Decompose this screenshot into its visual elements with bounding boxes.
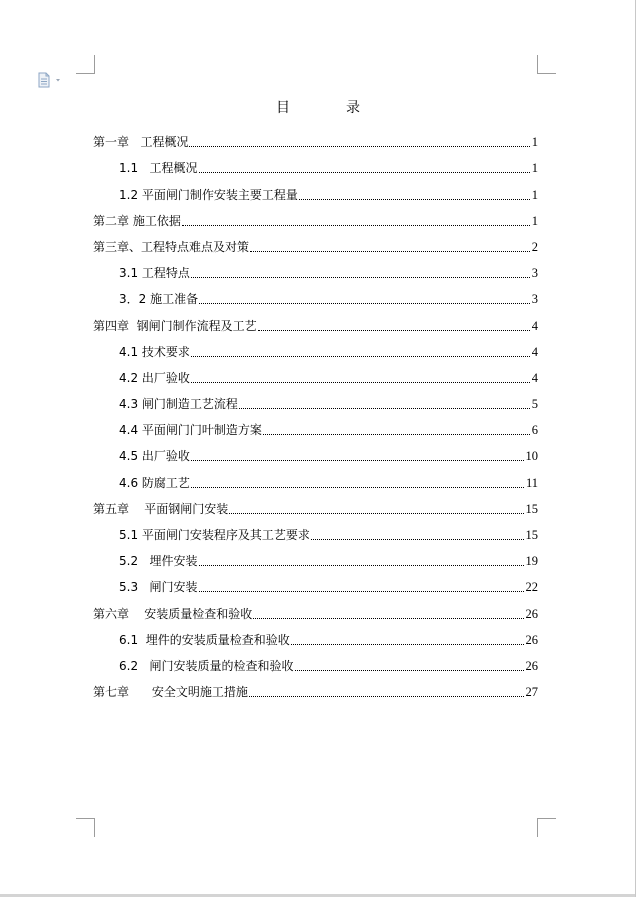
toc-dot-leader xyxy=(299,198,530,200)
toc-entry[interactable] xyxy=(93,281,538,307)
toc-page-number: 19 xyxy=(525,554,538,569)
toc-dot-leader xyxy=(295,669,524,671)
toc-entry-text: 5.1 平面闸门安装程序及其工艺要求 xyxy=(119,528,310,542)
toc-dot-leader xyxy=(182,224,530,226)
toc-page-number: 6 xyxy=(531,423,538,438)
toc-title-part1: 目 xyxy=(276,100,290,116)
toc-dot-leader xyxy=(250,250,530,252)
toc-entry[interactable] xyxy=(93,124,538,150)
toc-dot-leader xyxy=(191,459,524,461)
toc-entry[interactable] xyxy=(93,569,538,595)
toc-dot-leader xyxy=(291,643,524,645)
toc-page-number: 4 xyxy=(531,318,538,333)
toc-entry-text: 4.2 出厂验收 xyxy=(119,370,190,385)
toc-entry[interactable] xyxy=(93,622,538,648)
toc-entry[interactable] xyxy=(93,360,538,386)
toc-page-number: 3 xyxy=(531,292,538,307)
toc-page-number: 26 xyxy=(525,658,538,673)
toc-page-number: 3 xyxy=(531,266,538,281)
toc-entry[interactable] xyxy=(93,543,538,569)
toc-page-number: 15 xyxy=(525,528,538,542)
toc-entry[interactable] xyxy=(93,386,538,412)
toc-dot-leader xyxy=(199,302,530,304)
toc-entry[interactable] xyxy=(93,255,538,281)
toc-dot-leader xyxy=(191,276,530,278)
toc-entry-text: 1.1 工程概况 xyxy=(119,161,198,176)
document-icon xyxy=(37,72,61,88)
toc-entry-text: 第一章 工程概况 xyxy=(93,135,189,150)
toc-page-number: 1 xyxy=(531,135,538,150)
toc-entry-text: 第五章 平面钢闸门安装 xyxy=(93,501,229,516)
toc-entry-text: 4.4 平面闸门门叶制造方案 xyxy=(119,423,262,438)
toc-dot-leader xyxy=(258,329,530,331)
toc-entry[interactable] xyxy=(93,334,538,360)
toc-dot-leader xyxy=(263,433,530,435)
toc-entry-text: 6.1 埋件的安装质量检查和验收 xyxy=(119,632,290,647)
document-options-icon[interactable] xyxy=(37,72,61,88)
toc-dot-leader xyxy=(189,145,529,147)
table-of-contents xyxy=(93,124,538,700)
toc-entry-text: 4.6 防腐工艺 xyxy=(119,475,190,490)
toc-page-number: 26 xyxy=(525,606,538,621)
toc-dot-leader xyxy=(199,171,530,173)
toc-page-number: 11 xyxy=(525,475,538,490)
toc-page-number: 1 xyxy=(531,213,538,228)
toc-entry[interactable] xyxy=(93,438,538,464)
toc-entry[interactable] xyxy=(93,229,538,255)
toc-entry-text: 5.2 埋件安装 xyxy=(119,554,198,569)
margin-corner-bottom-right xyxy=(537,818,556,837)
margin-corner-bottom-left xyxy=(76,818,95,837)
toc-entry[interactable] xyxy=(93,595,538,621)
toc-entry-text: 4.5 出厂验收 xyxy=(119,449,190,464)
toc-page-number: 15 xyxy=(525,501,538,516)
toc-dot-leader xyxy=(191,381,530,383)
toc-entry-text: 6.2 闸门安装质量的检查和验收 xyxy=(119,658,294,673)
toc-dot-leader xyxy=(191,486,524,488)
toc-title xyxy=(0,97,636,117)
toc-entry[interactable] xyxy=(93,412,538,438)
toc-entry-text: 4.1 技术要求 xyxy=(119,344,190,359)
toc-entry[interactable] xyxy=(93,464,538,490)
toc-page-number: 10 xyxy=(525,449,538,464)
margin-corner-top-right xyxy=(537,55,556,74)
toc-entry[interactable] xyxy=(93,674,538,700)
toc-entry-text: 4.3 闸门制造工艺流程 xyxy=(119,397,238,412)
toc-entry[interactable] xyxy=(93,517,538,543)
toc-entry[interactable] xyxy=(93,307,538,333)
toc-entry-text: 第六章 安装质量检查和验收 xyxy=(93,606,253,621)
margin-corner-top-left xyxy=(76,55,95,74)
toc-page-number: 1 xyxy=(531,161,538,176)
toc-title-part2: 录 xyxy=(346,100,360,116)
toc-dot-leader xyxy=(199,564,524,566)
toc-dot-leader xyxy=(253,617,523,619)
toc-entry-text: 3.1 工程特点 xyxy=(119,266,190,281)
toc-entry-text: 第四章 钢闸门制作流程及工艺 xyxy=(93,318,257,333)
toc-page-number: 26 xyxy=(525,632,538,647)
toc-entry-text: 第二章 施工依据 xyxy=(93,213,181,228)
toc-page-number: 22 xyxy=(525,580,538,595)
toc-entry-text: 1.2 平面闸门制作安装主要工程量 xyxy=(119,187,298,202)
toc-entry[interactable] xyxy=(93,491,538,517)
toc-page-number: 5 xyxy=(531,397,538,412)
toc-dot-leader xyxy=(191,355,530,357)
toc-entry[interactable] xyxy=(93,203,538,229)
toc-entry[interactable] xyxy=(93,648,538,674)
toc-dot-leader xyxy=(199,590,524,592)
toc-entry-text: 5.3 闸门安装 xyxy=(119,580,198,595)
toc-page-number: 27 xyxy=(525,685,538,700)
toc-entry-text: 3．2 施工准备 xyxy=(119,292,199,307)
toc-entry-text: 第七章 安全文明施工措施 xyxy=(93,685,248,700)
toc-entry[interactable] xyxy=(93,150,538,176)
toc-dot-leader xyxy=(249,695,524,697)
toc-dot-leader xyxy=(311,538,524,540)
toc-entry-text: 第三章、工程特点难点及对策 xyxy=(93,239,250,254)
toc-entry[interactable] xyxy=(93,176,538,202)
toc-dot-leader xyxy=(239,407,530,409)
toc-page-number: 4 xyxy=(531,370,538,385)
toc-page-number: 4 xyxy=(531,344,538,359)
toc-page-number: 1 xyxy=(531,187,538,202)
toc-dot-leader xyxy=(229,512,523,514)
toc-page-number: 2 xyxy=(531,239,538,254)
